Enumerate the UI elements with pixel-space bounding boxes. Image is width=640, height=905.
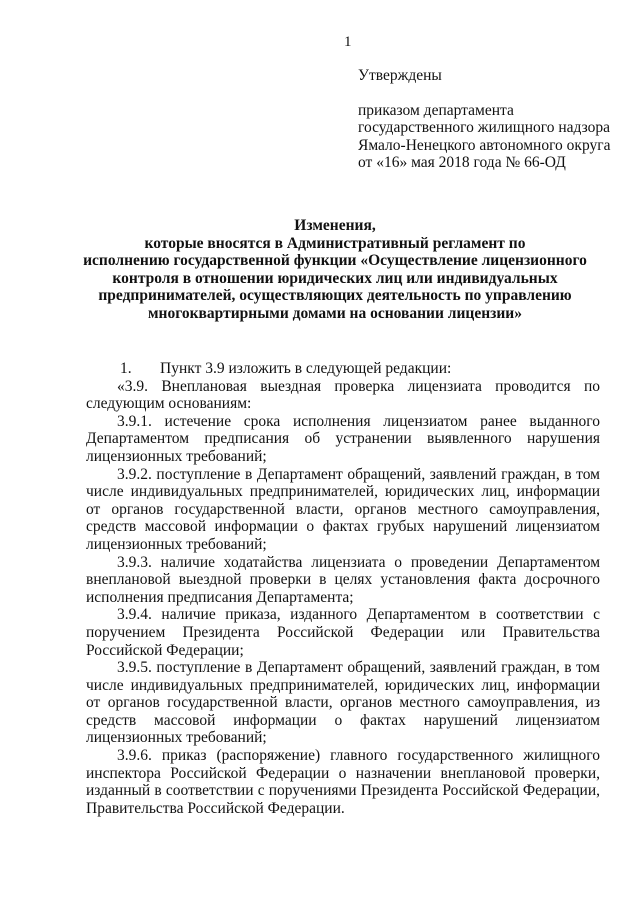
paragraph-3-9-4: 3.9.4. наличие приказа, изданного Департаментом в соответствии с поручением Президента Российской Федерации или Правительства Российской Федерации; [86, 606, 600, 659]
paragraph-3-9-1: 3.9.1. истечение срока исполнения лицензиатом ранее выданного Департаментом предписания об устранении выявленного нарушения лицензионных требований; [86, 412, 600, 465]
approval-line: приказом департамента [358, 101, 514, 119]
title-line: предпринимателей, осуществляющих деятельность по управлению [98, 287, 572, 304]
paragraph-3-9: «3.9. Внеплановая выездная проверка лицензиата проводится по следующим основаниям: [86, 377, 600, 413]
approval-title: Утверждены [358, 67, 442, 84]
item-1-number: 1. [120, 360, 132, 377]
page-number: 1 [344, 34, 352, 50]
approval-line: государственного жилищного надзора [358, 119, 611, 136]
title-line: Изменения, [294, 217, 376, 234]
paragraph-3-9-5: 3.9.5. поступление в Департамент обращений, заявлений граждан, в том числе индивидуальных предпринимателей, юридических лиц, информации от органов государственной власти, органов местного самоуправления, из средств массовой информации о фактах нарушений лицензиатом лицензионных требований; [86, 659, 600, 747]
title-line: многоквартирными домами на основании лицензии» [147, 304, 522, 322]
item-1-text: Пункт 3.9 изложить в следующей редакции: [160, 360, 452, 377]
document-title [80, 217, 590, 322]
paragraph-3-9-6: 3.9.6. приказ (распоряжение) главного государственного жилищного инспектора Российской Федерации о назначении внеплановой проверки, изданный в соответствии с поручениями Президента Российской Федерации, Правительства Российской Федерации. [86, 747, 600, 817]
approval-block [358, 67, 610, 172]
title-line: контроля в отношении юридических лиц или индивидуальных [112, 269, 558, 287]
title-line: исполнению государственной функции «Осуществление лицензионного [83, 252, 587, 269]
title-line: которые вносятся в Административный регламент по [144, 234, 526, 252]
approval-line: от «16» мая 2018 года № 66-ОД [358, 154, 566, 171]
paragraph-3-9-3: 3.9.3. наличие ходатайства лицензиата о проведении Департаментом внеплановой выездной проверки в целях установления факта досрочного исполнения предписания Департамента; [86, 553, 600, 606]
approval-line: Ямало-Ненецкого автономного округа [358, 136, 611, 154]
paragraph-3-9-2: 3.9.2. поступление в Департамент обращений, заявлений граждан, в том числе индивидуальных предпринимателей, юридических лиц, информации от органов государственной власти, органов местного самоуправления, средств массовой информации о фактах грубых нарушений лицензиатом лицензионных требований; [86, 465, 600, 553]
document-body [86, 360, 600, 817]
item-1 [86, 360, 600, 378]
